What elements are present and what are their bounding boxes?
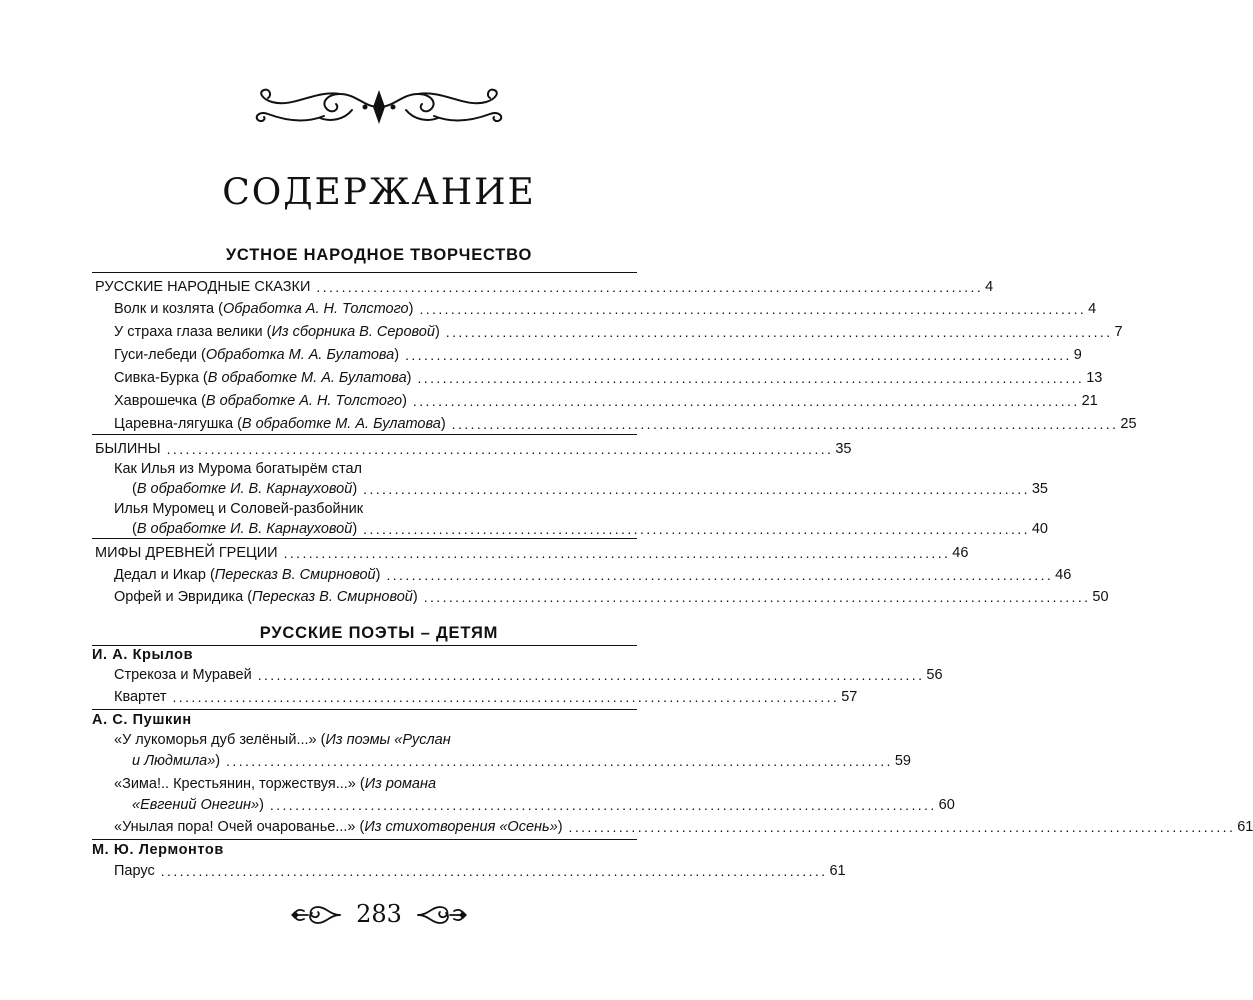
leader-dots: .......................................................................................................... (363, 481, 1030, 497)
leader-dots: .......................................................................................................... (316, 279, 984, 295)
entry-source: (В обработке И. В. Карнауховой) (132, 481, 358, 497)
entry-title: Илья Муромец и Соловей-разбойник (114, 501, 364, 517)
toc-entry-line1[interactable] (114, 727, 636, 749)
toc-entry[interactable] (114, 684, 858, 706)
entry-title: Парус (114, 863, 155, 879)
toc-entry-line1[interactable] (114, 496, 636, 518)
entry-page: 35 (835, 441, 852, 457)
toc-entry[interactable] (114, 411, 1137, 433)
toc-entry[interactable] (114, 858, 846, 880)
toc-entry[interactable] (114, 296, 1097, 318)
entry-page: 7 (1114, 324, 1123, 340)
entry-source: и Людмила») (132, 753, 221, 769)
section-divider (92, 272, 637, 273)
entry-page: 46 (1055, 567, 1072, 583)
leader-dots: .......................................................................................................... (363, 521, 1030, 537)
entry-page: 25 (1120, 416, 1137, 432)
entry-title: «Унылая пора! Очей очарованье...» (Из стихотворения «Осень») (114, 819, 563, 835)
toc-group-byliny[interactable] (95, 436, 852, 458)
toc-entry[interactable] (114, 365, 1103, 387)
toc-entry[interactable] (114, 662, 943, 684)
entry-title: Сивка-Бурка (В обработке М. А. Булатова) (114, 370, 412, 386)
leader-dots: .......................................................................................................... (226, 753, 893, 769)
entry-page: 60 (938, 797, 955, 813)
toc-entry[interactable] (114, 319, 1123, 341)
entry-title: Гуси-лебеди (Обработка М. А. Булатова) (114, 347, 400, 363)
page-footer (290, 898, 468, 932)
leader-dots: .......................................................................................................... (386, 567, 1054, 583)
entry-title: Дедал и Икар (Пересказ В. Смирновой) (114, 567, 381, 583)
ornament-top (244, 86, 514, 128)
entry-title: У страха глаза велики (Из сборника В. Серовой) (114, 324, 440, 340)
entry-page: 61 (829, 863, 846, 879)
leader-dots: .......................................................................................................... (417, 370, 1085, 386)
entry-page: 4 (1088, 301, 1097, 317)
toc-entry-line2[interactable] (132, 516, 1048, 538)
entry-title: МИФЫ ДРЕВНЕЙ ГРЕЦИИ (95, 545, 278, 561)
author-name: М. Ю. Лермонтов (92, 842, 224, 858)
entry-page: 56 (926, 667, 943, 683)
leader-dots: .......................................................................................................... (405, 347, 1072, 363)
leader-dots: .......................................................................................................... (568, 819, 1236, 835)
leader-dots: .......................................................................................................... (412, 393, 1080, 409)
entry-page: 35 (1031, 481, 1048, 497)
group-divider (92, 434, 637, 435)
entry-title: «Зима!.. Крестьянин, торжествуя...» (Из романа (114, 776, 437, 792)
entry-title: Хаврошечка (В обработке А. Н. Толстого) (114, 393, 407, 409)
entry-source: «Евгений Онегин») (132, 797, 264, 813)
leader-dots: .......................................................................................................... (419, 301, 1087, 317)
leader-dots: .......................................................................................................... (445, 324, 1113, 340)
entry-title: «У лукоморья дуб зелёный...» (Из поэмы «Руслан (114, 732, 451, 748)
entry-title: Царевна-лягушка (В обработке М. А. Булатова) (114, 416, 446, 432)
entry-page: 57 (841, 689, 858, 705)
entry-page: 9 (1073, 347, 1082, 363)
entry-title: РУССКИЕ НАРОДНЫЕ СКАЗКИ (95, 279, 311, 295)
toc-entry[interactable] (114, 342, 1082, 364)
entry-title: Волк и козлята (Обработка А. Н. Толстого) (114, 301, 414, 317)
toc-group-fairytales[interactable] (95, 274, 994, 296)
toc-entry[interactable] (114, 562, 1072, 584)
toc-entry-line2[interactable] (132, 748, 911, 770)
toc-entry-line2[interactable] (132, 792, 955, 814)
page-title: СОДЕРЖАНИЕ (222, 172, 536, 213)
author-name: И. А. Крылов (92, 647, 194, 663)
entry-page: 50 (1092, 589, 1109, 605)
leader-dots: .......................................................................................................... (283, 545, 951, 561)
entry-page: 13 (1086, 370, 1103, 386)
section-title-folk: УСТНОЕ НАРОДНОЕ ТВОРЧЕСТВО (225, 246, 533, 264)
author-name: А. С. Пушкин (92, 712, 192, 728)
leader-dots: .......................................................................................................... (423, 589, 1091, 605)
toc-entry-line2[interactable] (132, 476, 1048, 498)
entry-page: 4 (985, 279, 994, 295)
toc-entry[interactable] (114, 584, 1109, 606)
entry-title: БЫЛИНЫ (95, 441, 161, 457)
entry-title: Стрекоза и Муравей (114, 667, 252, 683)
page-number: 283 (356, 900, 402, 928)
entry-page: 59 (894, 753, 911, 769)
entry-page: 46 (952, 545, 969, 561)
toc-entry-line1[interactable] (114, 456, 636, 478)
leader-dots: .......................................................................................................... (172, 689, 840, 705)
leader-dots: .......................................................................................................... (269, 797, 937, 813)
leader-dots: .......................................................................................................... (166, 441, 834, 457)
entry-source: (В обработке И. В. Карнауховой) (132, 521, 358, 537)
leader-dots: .......................................................................................................... (160, 863, 828, 879)
entry-title: Квартет (114, 689, 167, 705)
entry-page: 61 (1237, 819, 1253, 835)
toc-entry[interactable] (114, 814, 1253, 836)
toc-group-myths[interactable] (95, 540, 969, 562)
section-title-poets: РУССКИЕ ПОЭТЫ – ДЕТЯМ (259, 624, 499, 642)
group-divider (92, 538, 637, 539)
leader-dots: .......................................................................................................... (257, 667, 925, 683)
toc-entry[interactable] (114, 388, 1098, 410)
entry-page: 40 (1031, 521, 1048, 537)
leader-dots: .......................................................................................................... (451, 416, 1119, 432)
toc-entry-line1[interactable] (114, 771, 636, 793)
entry-page: 21 (1081, 393, 1098, 409)
entry-title: Орфей и Эвридика (Пересказ В. Смирновой) (114, 589, 418, 605)
entry-title: Как Илья из Мурома богатырём стал (114, 461, 363, 477)
